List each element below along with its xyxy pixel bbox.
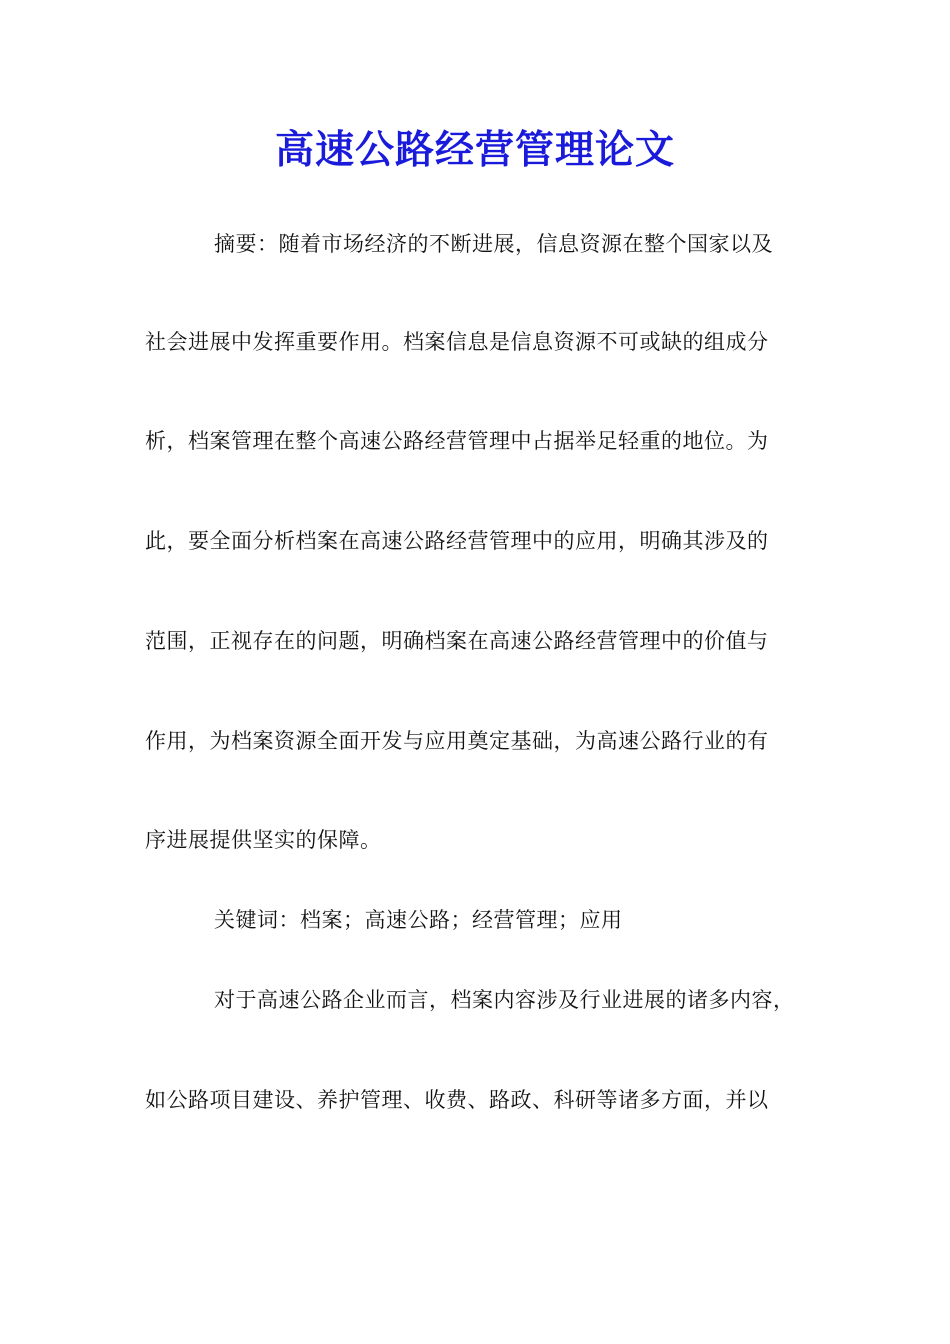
abstract-line-5: 范围，正视存在的问题，明确档案在高速公路经营管理中的价值与 (145, 629, 769, 653)
abstract-line-1: 摘要：随着市场经济的不断进展，信息资源在整个国家以及 (214, 232, 773, 256)
document-title: 高速公路经营管理论文 (274, 127, 675, 173)
keywords-line: 关键词：档案；高速公路；经营管理；应用 (214, 908, 623, 932)
abstract-line-2: 社会进展中发挥重要作用。档案信息是信息资源不可或缺的组成分 (145, 330, 769, 354)
abstract-line-3: 析，档案管理在整个高速公路经营管理中占据举足轻重的地位。为 (145, 429, 769, 453)
abstract-line-4: 此，要全面分析档案在高速公路经营管理中的应用，明确其涉及的 (145, 529, 769, 553)
abstract-line-7: 序进展提供坚实的保障。 (145, 828, 382, 852)
abstract-line-6: 作用，为档案资源全面开发与应用奠定基础，为高速公路行业的有 (145, 729, 769, 753)
body-line-2: 如公路项目建设、养护管理、收费、路政、科研等诸多方面，并以 (145, 1088, 769, 1112)
body-line-1: 对于高速公路企业而言，档案内容涉及行业进展的诸多内容， (214, 988, 795, 1012)
